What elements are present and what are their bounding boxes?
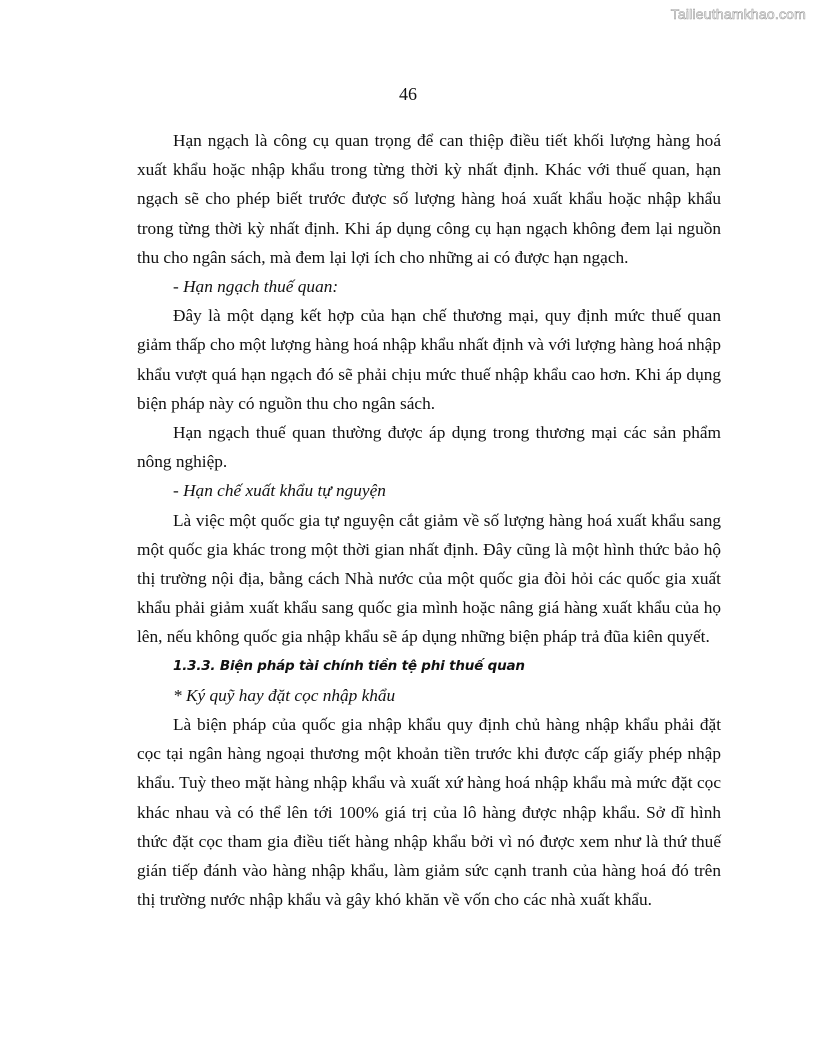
paragraph-quota-definition: Hạn ngạch là công cụ quan trọng để can thiệp điều tiết khối lượng hàng hoá xuất khẩu hoặc nhập khẩu trong từng thời kỳ nhất định. Khác với thuế quan, hạn ngạch sẽ cho phép biết trước được số lượng hàng hoá xuất khẩu hoặc nhập khẩu trong từng thời kỳ nhất định. Khi áp dụng công cụ hạn ngạch không đem lại nguồn thu cho ngân sách, mà đem lại lợi ích cho những ai có được hạn ngạch. bbox=[137, 131, 721, 267]
section-heading-1-3-3: 1.3.3. Biện pháp tài chính tiền tệ phi thuế quan bbox=[173, 657, 525, 674]
paragraph-import-deposit: Là biện pháp của quốc gia nhập khẩu quy định chủ hàng nhập khẩu phải đặt cọc tại ngân hàng ngoại thương một khoản tiền trước khi được cấp giấy phép nhập khẩu. Tuỳ theo mặt hàng nhập khẩu và xuất xứ hàng hoá nhập khẩu mà mức đặt cọc khác nhau và có thể lên tới 100% giá trị của lô hàng được nhập khẩu. Sở dĩ hình thức đặt cọc tham gia điều tiết hàng nhập khẩu bởi vì nó được xem như là thứ thuế gián tiếp đánh vào hàng nhập khẩu, làm giảm sức cạnh tranh của hàng hoá đó trên thị trường nước nhập khẩu và gây khó khăn về vốn cho các nhà xuất khẩu. bbox=[137, 715, 721, 910]
paragraph-voluntary-export-restraint: Là việc một quốc gia tự nguyện cắt giảm về số lượng hàng hoá xuất khẩu sang một quốc gia khác trong một thời gian nhất định. Đây cũng là một hình thức bảo hộ thị trường nội địa, bằng cách Nhà nước của một quốc gia đòi hỏi các quốc gia xuất khẩu phải giảm xuất khẩu sang quốc gia mình hoặc nâng giá hàng xuất khẩu của họ lên, nếu không quốc gia nhập khẩu sẽ áp dụng những biện pháp trả đũa kiên quyết. bbox=[137, 510, 721, 647]
paragraph-tariff-quota-agriculture: Hạn ngạch thuế quan thường được áp dụng trong thương mại các sản phẩm nông nghiệp. bbox=[137, 423, 721, 472]
page-number: 46 bbox=[399, 84, 417, 104]
subheading-voluntary-export-restraint: - Hạn chế xuất khẩu tự nguyện bbox=[173, 481, 386, 501]
document-body bbox=[137, 126, 721, 914]
paragraph-tariff-quota: Đây là một dạng kết hợp của hạn chế thương mại, quy định mức thuế quan giảm thấp cho một lượng hàng hoá nhập khẩu nhất định và với lượng hàng hoá nhập khẩu vượt quá hạn ngạch đó sẽ phải chịu mức thuế nhập khẩu cao hơn. Khi áp dụng biện pháp này có nguồn thu cho ngân sách. bbox=[137, 306, 721, 413]
subheading-import-deposit: * Ký quỹ hay đặt cọc nhập khẩu bbox=[173, 685, 396, 705]
watermark-text: Tailieuthamkhao.com bbox=[670, 6, 806, 22]
subheading-tariff-quota: - Hạn ngạch thuế quan: bbox=[173, 277, 339, 297]
